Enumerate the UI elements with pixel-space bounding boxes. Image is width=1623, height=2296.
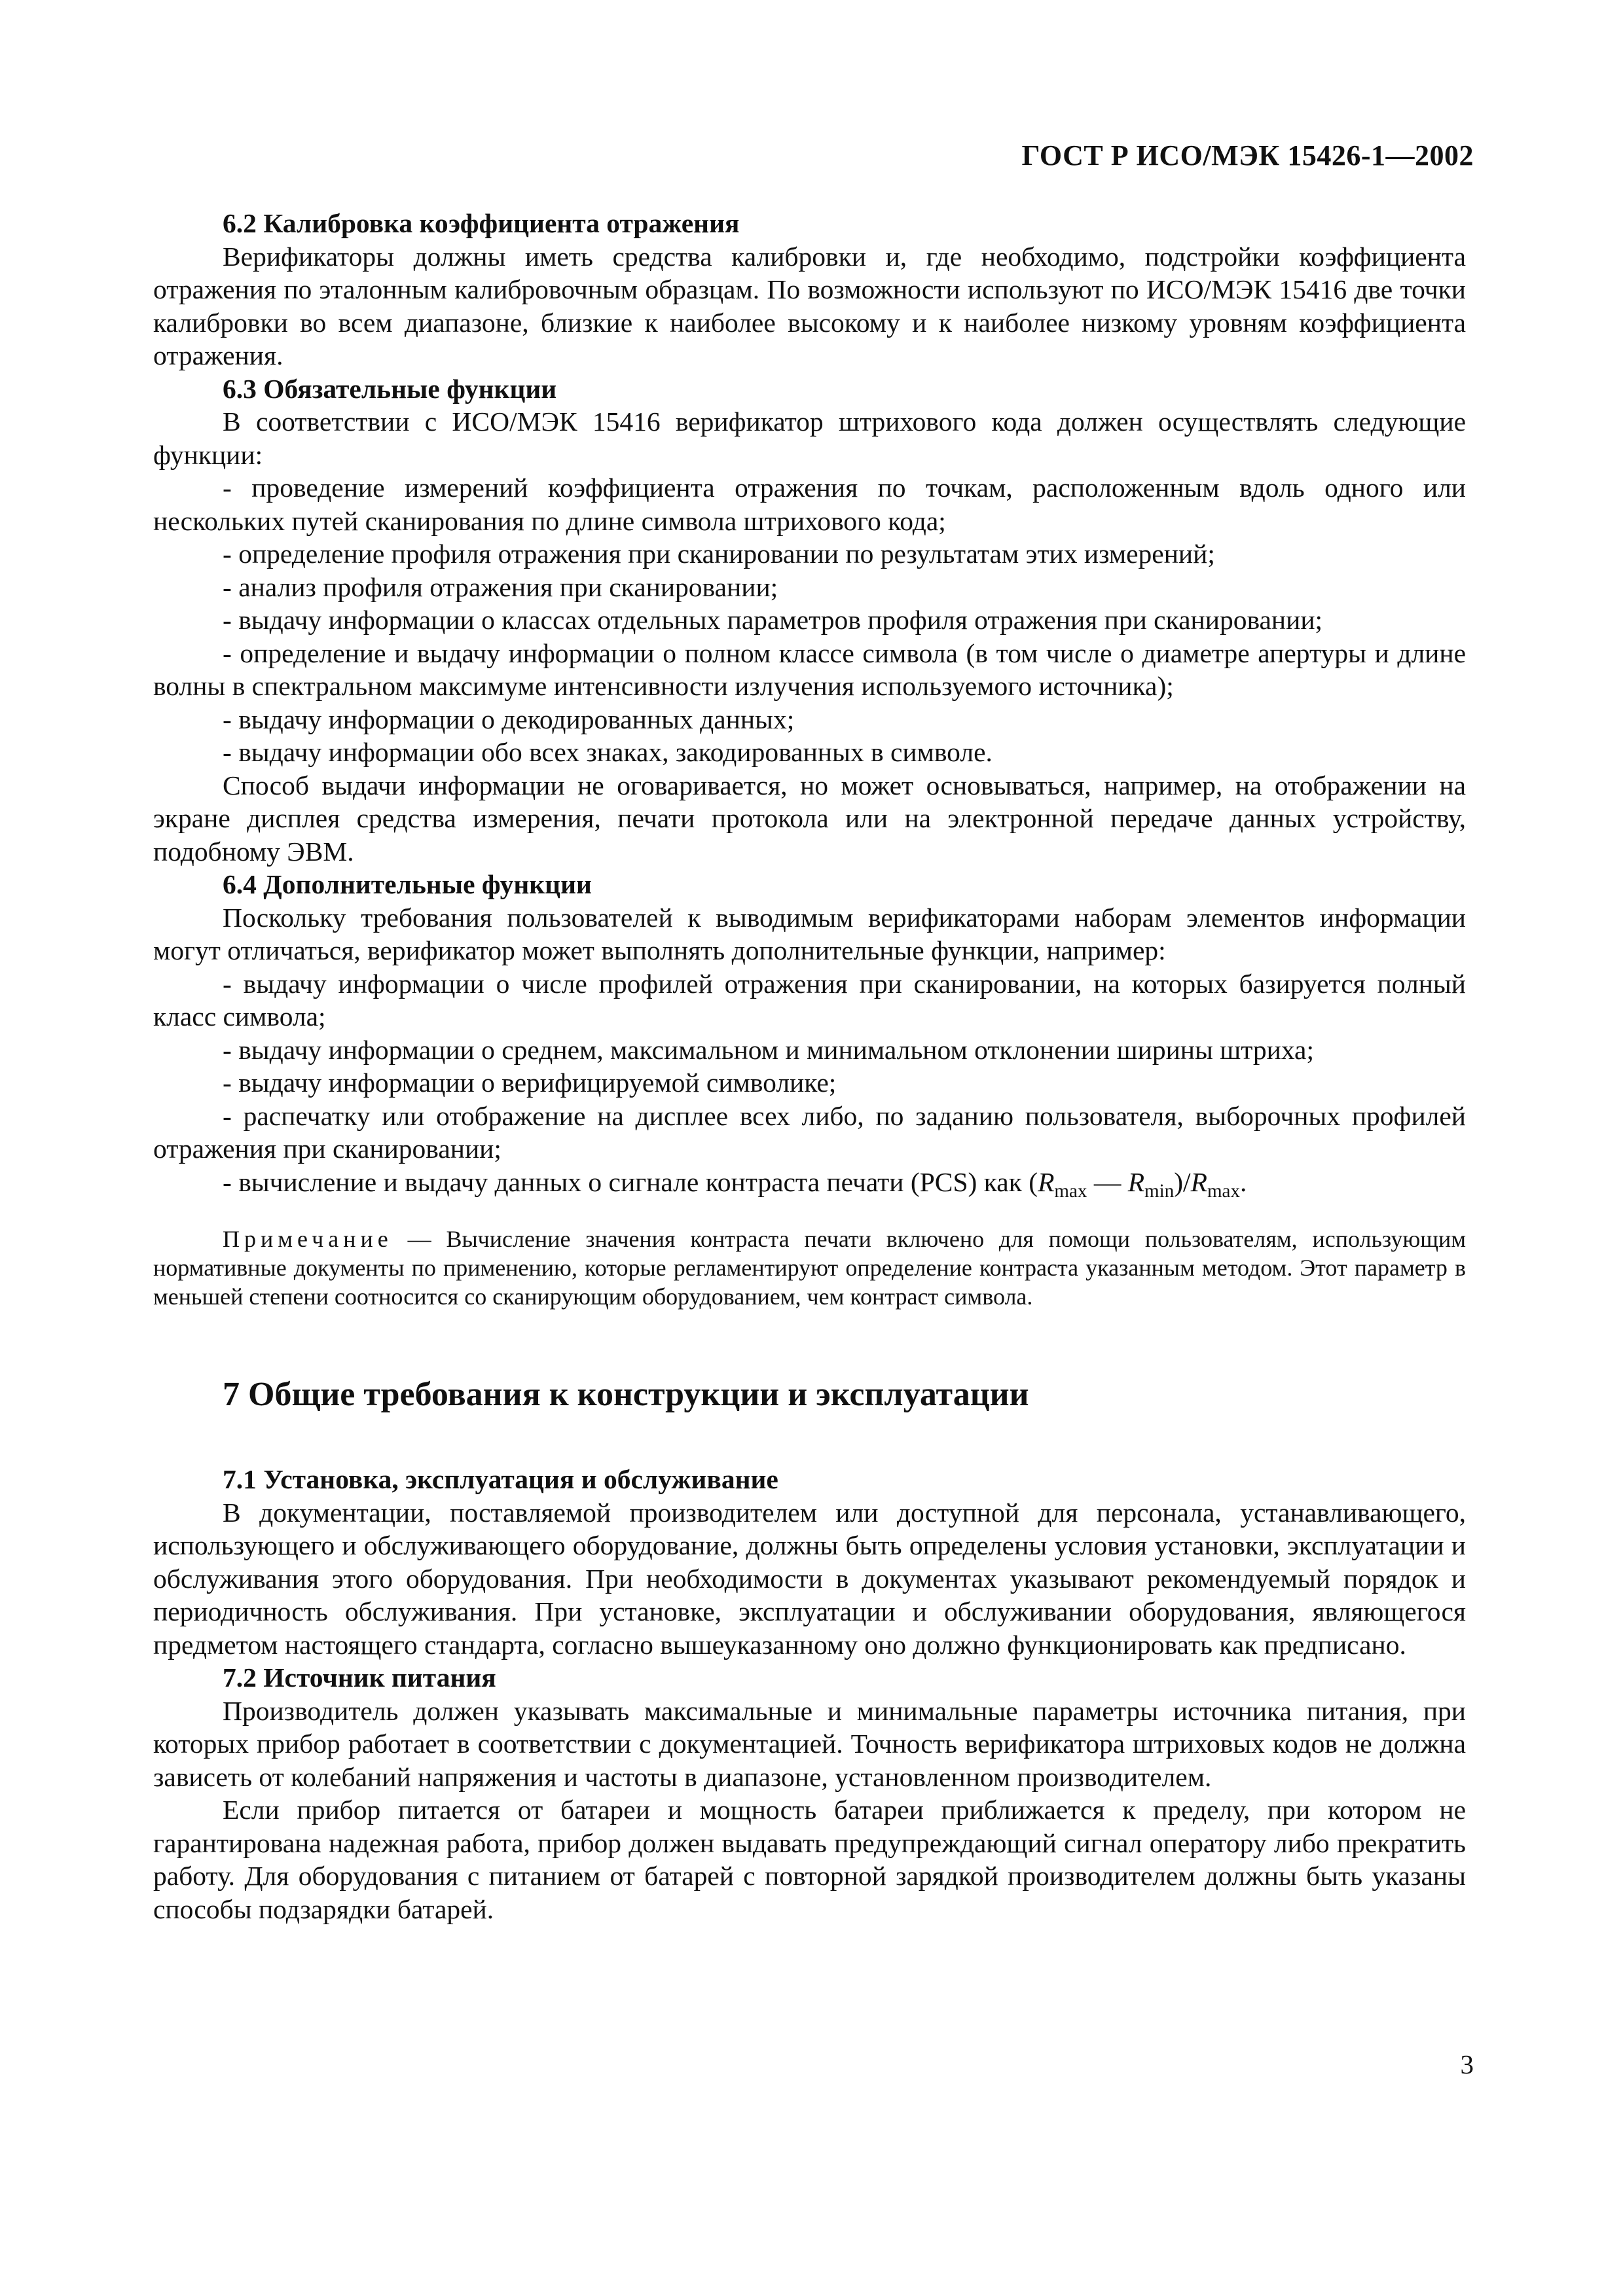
formula-r-min: R [1127,1166,1145,1197]
list-item: - анализ профиля отражения при сканировании; [223,571,778,602]
section-6-3-intro: В соответствии с ИСО/МЭК 15416 верификатор штрихового кода должен осуществлять следующие функции: [153,406,1466,470]
note-label: Примечание [223,1226,393,1252]
list-item: - выдачу информации о среднем, максимальном и минимальном отклонении ширины штриха; [223,1034,1314,1065]
page-content [153,207,1466,1926]
list-item: - выдачу информации о верифицируемой символике; [223,1067,837,1098]
list-item: - выдачу информации о числе профилей отражения при сканировании, на которых базируется полный класс символа; [153,968,1466,1031]
section-6-3-heading: 6.3 Обязательные функции [223,373,557,404]
list-item: - определение и выдачу информации о полном классе символа (в том числе о диаметре апертуры и длине волны в спектральном максимуме интенсивности излучения используемого источника); [153,637,1466,701]
section-7-2-heading: 7.2 Источник питания [223,1662,496,1693]
section-6-2-text: Верификаторы должны иметь средства калибровки и, где необходимо, подстройки коэффициента отражения по эталонным калибровочным образцам. По возможности используют по ИСО/МЭК 15416 две точки калибровки во всем диапазоне, близкие к наиболее высокому и к наиболее низкому уровням коэффициента отражения. [153,241,1466,370]
page-number: 3 [1460,2049,1474,2079]
list-item: - проведение измерений коэффициента отражения по точкам, расположенным вдоль одного или нескольких путей сканирования по длине символа штрихового кода; [153,473,1466,536]
note-text: — Вычисление значения контраста печати включено для помощи пользователям, использующим нормативные документы по применению, которые регламентируют определение контраста указанным методом. Этот параметр в меньшей степени соотносится со сканирующим оборудованием, чем контраст символа. [153,1226,1466,1310]
chapter-7-heading: 7 Общие требования к конструкции и эксплуатации [223,1376,1029,1413]
list-item: - выдачу информации о декодированных данных; [223,704,795,734]
section-6-4-heading: 6.4 Дополнительные функции [223,869,592,899]
section-7-2-paragraph: Производитель должен указывать максимальные и минимальные параметры источника питания, при которых прибор работает в соответствии с документацией. Точность верификатора штриховых кодов не должна зависеть от колебаний напряжения и частоты в диапазоне, установленном производителем. [153,1695,1466,1792]
list-item: - выдачу информации о классах отдельных параметров профиля отражения при сканировании; [223,605,1323,635]
list-item: - распечатку или отображение на дисплее всех либо, по заданию пользователя, выборочных профилей отражения при сканировании; [153,1100,1466,1164]
pcs-formula-item: - вычисление и выдачу данных о сигнале контраста печати (PCS) как ($R_{max}$ — $R_{min})/R_{max}$. [223,1166,1247,1202]
list-item: - определение профиля отражения при сканировании по результатам этих измерений; [223,539,1215,569]
section-7-1-text: В документации, поставляемой производителем или доступной для персонала, устанавливающего, использующего и обслуживающего оборудование, должны быть определены условия установки, эксплуатации и обслуживания этого оборудования. При необходимости в документах указывают рекомендуемый порядок и периодичность обслуживания. При установке, эксплуатации и обслуживании оборудования, являющегося предметом настоящего стандарта, согласно вышеуказанному оно должно функционировать как предписано. [153,1497,1466,1660]
formula-r-max-denominator: R [1190,1166,1207,1197]
section-6-3-outro: Способ выдачи информации не оговаривается, но может основываться, например, на отображении на экране дисплея средства измерения, печати протокола или на электронной передаче данных устройству, подобному ЭВМ. [153,770,1466,867]
section-6-4-intro: Поскольку требования пользователей к выводимым верификаторами наборам элементов информации могут отличаться, верификатор может выполнять дополнительные функции, например: [153,902,1466,965]
section-7-1-heading: 7.1 Установка, эксплуатация и обслуживание [223,1464,778,1494]
standard-header: ГОСТ Р ИСО/МЭК 15426-1—2002 [1021,139,1474,171]
note [153,1225,1466,1311]
list-item: - выдачу информации обо всех знаках, закодированных в символе. [223,737,993,767]
section-6-2-heading: 6.2 Калибровка коэффициента отражения [223,208,740,238]
formula-max-denominator: max [1207,1180,1240,1202]
section-7-2-paragraph: Если прибор питается от батареи и мощность батареи приближается к пределу, при котором не гарантирована надежная работа, прибор должен выдавать предупреждающий сигнал оператору либо прекратить работу. Для оборудования с питанием от батарей с повторной зарядкой производителем должны быть указаны способы подзарядки батарей. [153,1795,1466,1924]
